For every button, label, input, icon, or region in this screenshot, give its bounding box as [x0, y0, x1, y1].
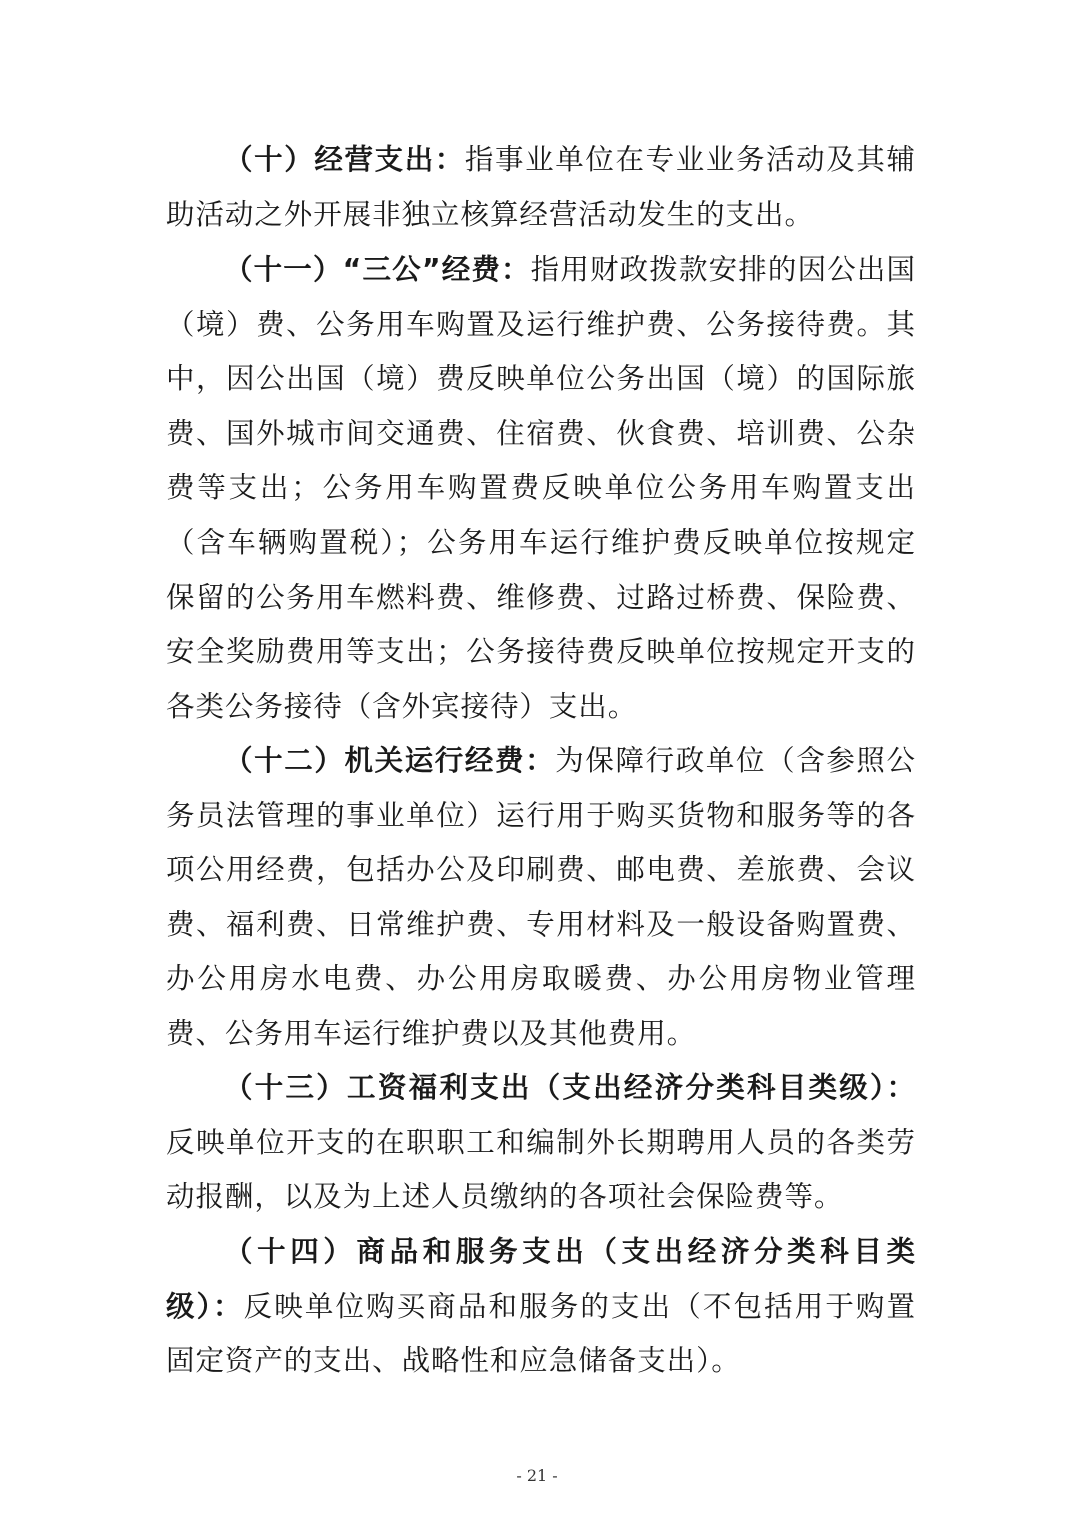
term-operating-expenditure: （十）经营支出：	[224, 143, 465, 176]
term-goods-services: （十四）商品和服务支出（支出经济分类科目类级）：	[166, 1235, 916, 1323]
definition-agency-operating-funds: 为保障行政单位（含参照公务员法管理的事业单位）运行用于购买货物和服务等的各项公用经费，包括办公及印刷费、邮电费、差旅费、会议费、福利费、日常维护费、专用材料及一般设备购置费、办公用房水电费、办公用房取暖费、办公用房物业管理费、公务用车运行维护费以及其他费用。	[166, 744, 917, 1050]
page-number: - 21 -	[516, 1466, 558, 1485]
term-agency-operating-funds: （十二）机关运行经费：	[224, 744, 556, 777]
term-three-public-expenses: （十一）“三公”经费：	[224, 253, 531, 286]
definition-operating-expenditure: 指事业单位在专业业务活动及其辅助活动之外开展非独立核算经营活动发生的支出。	[166, 143, 916, 231]
paragraph-goods-services	[166, 1225, 916, 1389]
term-wages-benefits: （十三）工资福利支出（支出经济分类科目类级）：	[224, 1071, 916, 1104]
definition-goods-services: 反映单位购买商品和服务的支出（不包括用于购置固定资产的支出、战略性和应急储备支出）。	[166, 1289, 916, 1378]
definition-three-public-expenses: 指用财政拨款安排的因公出国（境）费、公务用车购置及运行维护费、公务接待费。其中，因公出国（境）费反映单位公务出国（境）的国际旅费、国外城市间交通费、住宿费、伙食费、培训费、公杂费等支出；公务用车购置费反映单位公务用车购置支出（含车辆购置税）；公务用车运行维护费反映单位按规定保留的公务用车燃料费、维修费、过路过桥费、保险费、安全奖励费用等支出；公务接待费反映单位按规定开支的各类公务接待（含外宾接待）支出。	[166, 253, 916, 723]
paragraph-wages-benefits	[166, 1061, 916, 1225]
definition-wages-benefits: 反映单位开支的在职职工和编制外长期聘用人员的各类劳动报酬，以及为上述人员缴纳的各项社会保险费等。	[166, 1125, 916, 1214]
paragraph-agency-operating-funds	[166, 734, 916, 1062]
paragraph-three-public-expenses	[166, 243, 916, 734]
paragraph-operating-expenditure	[166, 133, 916, 242]
